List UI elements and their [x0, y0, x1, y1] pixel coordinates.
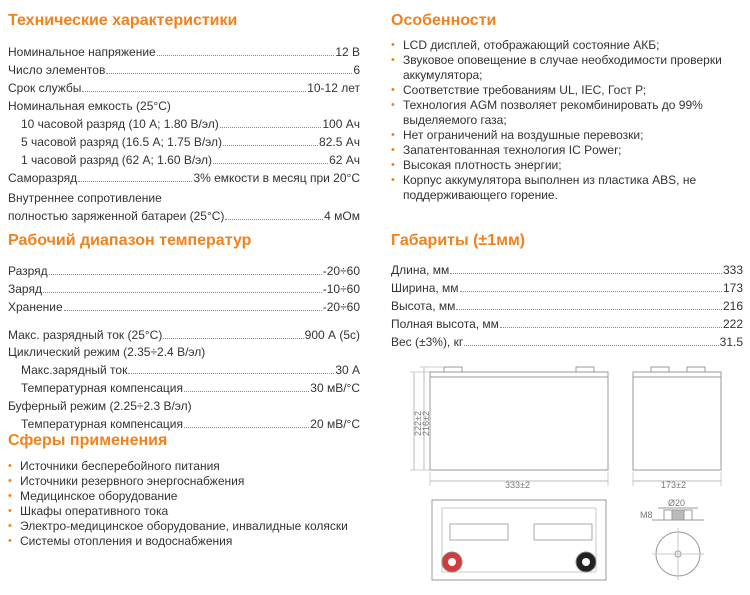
temp-row: Буферный режим (2.25÷2.3 В/эл)	[8, 399, 192, 413]
bullet-icon: •	[391, 159, 395, 171]
dims-title: Габариты (±1мм)	[391, 232, 526, 249]
bullet-icon: •	[8, 490, 12, 502]
terminal-detail-drawing	[636, 496, 726, 590]
side-view-drawing	[625, 364, 735, 489]
temp-row: Температурная компенсация 30 мВ/°C	[21, 381, 360, 395]
temp-row: Разряд -20÷60	[8, 264, 360, 278]
list-item: • Соответствие требованиям UL, IEC, Гост Р;	[391, 83, 647, 97]
list-item: • Источники резервного энергоснабжения	[8, 474, 245, 488]
temp-row: Температурная компенсация 20 мВ/°C	[21, 417, 360, 431]
list-item: • Запатентованная технология IC Power;	[391, 143, 622, 157]
tech-title: Технические характеристики	[8, 12, 238, 29]
front-view-drawing	[400, 364, 615, 489]
list-item: • Источники бесперебойного питания	[8, 459, 220, 473]
terminal-diameter-label: Ø20	[668, 498, 686, 508]
bullet-icon: •	[8, 535, 12, 547]
bullet-icon: •	[8, 460, 12, 472]
tech-row: Срок службы 10-12 лет	[8, 81, 360, 95]
tech-row: 1 часовой разряд (62 А; 1.60 В/эл) 62 Ач	[21, 153, 360, 167]
list-item: • Электро-медицинское оборудование, инвалидные коляски	[8, 519, 348, 533]
bullet-icon: •	[391, 174, 395, 186]
dims-row: Длина, мм 333	[391, 263, 743, 277]
list-item: • Медицинское оборудование	[8, 489, 178, 503]
front-length-label: 333±2	[505, 480, 530, 489]
features-title: Особенности	[391, 12, 497, 29]
temp-row: Макс.зарядный ток 30 А	[21, 363, 360, 377]
dims-row: Полная высота, мм 222	[391, 317, 743, 331]
terminal-m-label: M8	[640, 510, 653, 520]
temp-row: Заряд -10÷60	[8, 282, 360, 296]
list-item: • Технология AGM позволяет рекомбинировать до 99% выделяемого газа;	[391, 98, 703, 127]
tech-row: Номинальное напряжение 12 В	[8, 45, 360, 59]
bullet-icon: •	[8, 520, 12, 532]
tech-row: 5 часовой разряд (16.5 А; 1.75 В/эл) 82.5 Ач	[21, 135, 360, 149]
tech-row: полностью заряженной батареи (25°C) 4 мОм	[8, 209, 360, 223]
list-item: • Корпус аккумулятора выполнен из пластика ABS, не поддерживающего горение.	[391, 173, 697, 202]
list-item: • LCD дисплей, отображающий состояние АКБ;	[391, 38, 660, 52]
dims-row: Вес (±3%), кг 31.5	[391, 335, 743, 349]
temp-row: Макс. разрядный ток (25°C) 900 А (5с)	[8, 328, 360, 342]
temp-row: Циклический режим (2.35÷2.4 В/эл)	[8, 345, 206, 359]
bullet-icon: •	[391, 129, 395, 141]
bullet-icon: •	[391, 144, 395, 156]
front-height-total-label: 222±2	[413, 411, 423, 436]
bullet-icon: •	[8, 505, 12, 517]
temp-title: Рабочий диапазон температур	[8, 232, 252, 249]
list-item: • Звуковое оповещение в случае необходимости проверки аккумулятора;	[391, 53, 722, 82]
tech-row: Номинальная емкость (25°C)	[8, 99, 171, 113]
list-item: • Системы отопления и водоснабжения	[8, 534, 233, 548]
tech-row: Число элементов 6	[8, 63, 360, 77]
front-height-body-label: 216±2	[421, 411, 431, 436]
list-item: • Высокая плотность энергии;	[391, 158, 562, 172]
top-view-drawing	[428, 496, 610, 586]
list-item: • Нет ограничений на воздушные перевозки;	[391, 128, 644, 142]
side-width-label: 173±2	[661, 480, 686, 489]
temp-row: Хранение -20÷60	[8, 300, 360, 314]
bullet-icon: •	[391, 54, 395, 66]
bullet-icon: •	[391, 84, 395, 96]
dims-row: Высота, мм 216	[391, 299, 743, 313]
bullet-icon: •	[8, 475, 12, 487]
tech-row: Внутреннее сопротивление	[8, 191, 162, 205]
tech-row: Саморазряд 3% емкости в месяц при 20°C	[8, 171, 360, 185]
bullet-icon: •	[391, 99, 395, 111]
list-item: • Шкафы оперативного тока	[8, 504, 169, 518]
bullet-icon: •	[391, 39, 395, 51]
dims-row: Ширина, мм 173	[391, 281, 743, 295]
tech-row: 10 часовой разряд (10 А; 1.80 В/эл) 100 Ач	[21, 117, 360, 131]
apps-title: Сферы применения	[8, 432, 168, 449]
